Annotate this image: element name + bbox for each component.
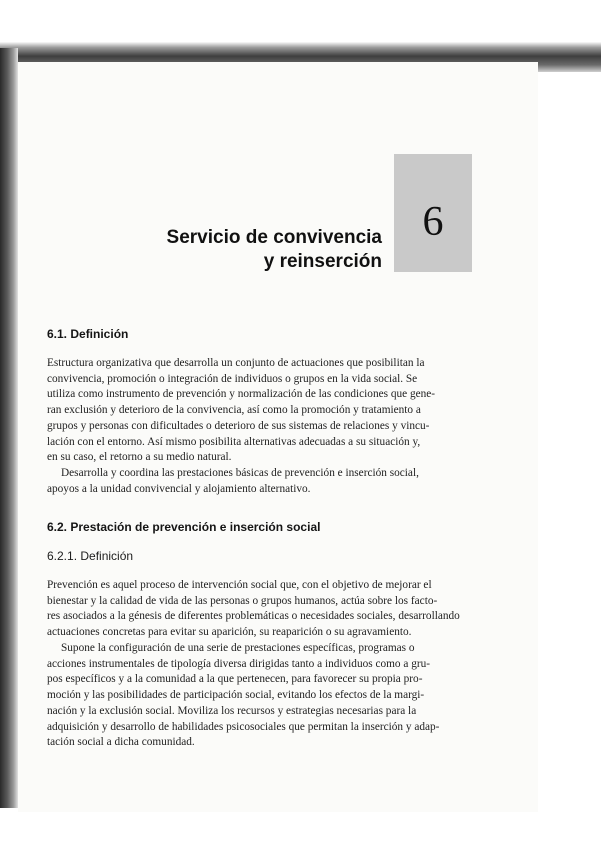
text-line: convivencia, promoción o integración de individuos o grupos en la vida social. Se (47, 372, 418, 385)
text-line: en su caso, el retorno a su medio natural. (47, 451, 232, 464)
section-6-2-1-paragraph-1 (47, 578, 471, 641)
chapter-number: 6 (422, 199, 444, 245)
section-6-1-paragraph-1 (47, 356, 471, 466)
text-line: Prevención es aquel proceso de intervención social que, con el objetivo de mejorar el (47, 579, 432, 591)
text-line: pos específicos y a la comunidad a la que pertenecen, para favorecer su propia pro- (47, 673, 423, 686)
text-line: nación y la exclusión social. Moviliza los recursos y estrategias necesarias para la (47, 704, 417, 717)
text-line: Desarrolla y coordina las prestaciones básicas de prevención e inserción social, (61, 467, 419, 479)
scan-shadow-left (0, 48, 18, 808)
text-line: actuaciones concretas para evitar su aparición, su reaparición o su agravamiento. (47, 626, 412, 639)
text-line: grupos y personas con dificultades o deterioro de sus sistemas de relaciones y vincu- (47, 419, 430, 432)
text-line: moción y las posibilidades de participación social, evitando los efectos de la margi- (47, 689, 425, 702)
section-heading-6-1: 6.1. Definición (47, 327, 129, 341)
text-line: utiliza como instrumento de prevención y normalización de las condiciones que gene- (47, 388, 436, 401)
section-6-1-paragraph-2 (47, 466, 471, 497)
text-line: bienestar y la calidad de vida de las personas o grupos humanos, actúa sobre los facto- (47, 594, 438, 607)
text-line: Estructura organizativa que desarrolla un conjunto de actuaciones que posibilitan la (47, 357, 425, 369)
text-line: Supone la configuración de una serie de prestaciones específicas, programas o (61, 642, 415, 654)
text-line: ran exclusión y deterioro de la convivencia, así como la promoción y tratamiento a (47, 404, 421, 417)
text-line: tación social a dicha comunidad. (47, 736, 195, 749)
subsection-heading-6-2-1: 6.2.1. Definición (47, 549, 134, 563)
chapter-title-line-1: Servicio de convivencia (166, 227, 382, 248)
chapter-title-line-2: y reinserción (263, 251, 382, 272)
text-line: apoyos a la unidad convivencial y alojamiento alternativo. (47, 482, 311, 495)
text-line: lación con el entorno. Así mismo posibilita alternativas adecuadas a su situación y, (47, 435, 421, 448)
chapter-title (167, 226, 382, 274)
text-line: acciones instrumentales de tipología diversa dirigidas tanto a individuos como a gru- (47, 657, 431, 670)
section-heading-6-2: 6.2. Prestación de prevención e inserción social (47, 520, 321, 534)
text-line: adquisición y desarrollo de habilidades psicosociales que permitan la inserción y adap- (47, 720, 440, 733)
section-6-2-1-paragraph-2 (47, 641, 471, 751)
text-line: res asociados a la génesis de diferentes problemáticas o necesidades sociales, desarrollando (47, 610, 460, 623)
